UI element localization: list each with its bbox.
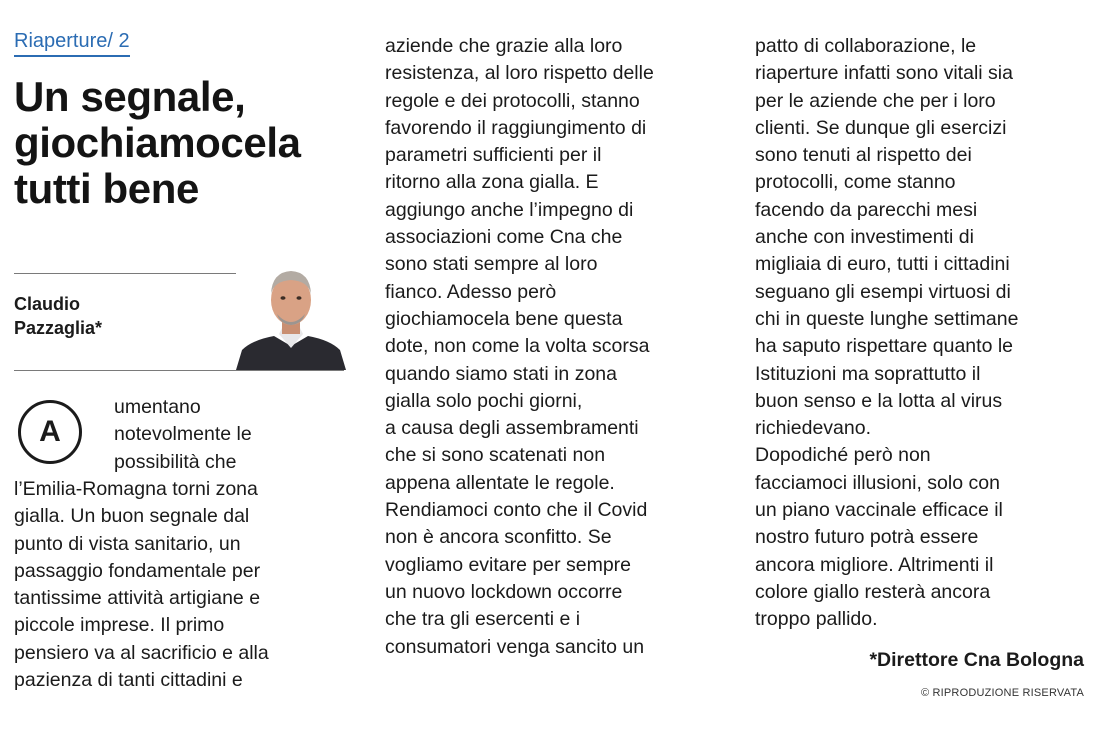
text-line: a causa degli assembramenti bbox=[385, 417, 639, 440]
text-line: riaperture infatti sono vitali sia bbox=[755, 62, 1013, 85]
author-last-name: Pazzaglia* bbox=[14, 318, 103, 338]
headline bbox=[14, 74, 301, 212]
text-line: clienti. Se dunque gli esercizi bbox=[755, 116, 1007, 139]
text-line: gialla solo pochi giorni, bbox=[385, 389, 583, 412]
text-line: dote, non come la volta scorsa bbox=[385, 335, 650, 358]
text-line: ha saputo rispettare quanto le bbox=[755, 335, 1014, 358]
text-line: richiedevano. bbox=[755, 417, 871, 440]
author-byline bbox=[14, 292, 102, 340]
text-line: quando siamo stati in zona bbox=[385, 362, 617, 385]
author-portrait bbox=[236, 262, 346, 370]
text-line: Istituzioni ma soprattutto il bbox=[755, 362, 981, 385]
text-line: un piano vaccinale efficace il bbox=[755, 499, 1003, 522]
author-first-name: Claudio bbox=[14, 294, 80, 314]
text-line: gialla. Un buon segnale dal bbox=[14, 505, 250, 528]
text-line: che si sono scatenati non bbox=[385, 444, 606, 467]
text-line: l’Emilia-Romagna torni zona bbox=[14, 478, 258, 500]
text-line: pazienza di tanti cittadini e bbox=[14, 669, 243, 692]
headline-line: giochiamocela bbox=[14, 119, 301, 166]
column-3-text bbox=[755, 33, 1018, 634]
text-line: facendo da parecchi mesi bbox=[755, 198, 978, 221]
text-line: fianco. Adesso però bbox=[385, 280, 557, 303]
text-line: parametri sufficienti per il bbox=[385, 144, 602, 167]
text-line: un nuovo lockdown occorre bbox=[385, 580, 623, 603]
text-line: aziende che grazie alla loro bbox=[385, 35, 623, 57]
text-line: notevolmente le bbox=[114, 423, 252, 446]
column-2-text bbox=[385, 33, 654, 661]
text-line: chi in queste lunghe settimane bbox=[755, 307, 1019, 330]
text-line: anche con investimenti di bbox=[755, 226, 974, 249]
intro-text bbox=[114, 394, 252, 476]
text-line: colore giallo resterà ancora bbox=[755, 580, 991, 603]
text-line: facciamoci illusioni, solo con bbox=[755, 471, 1000, 494]
text-line: appena allentate le regole. bbox=[385, 471, 615, 494]
text-line: per le aziende che per i loro bbox=[755, 89, 996, 112]
text-line: regole e dei protocolli, stanno bbox=[385, 89, 640, 112]
headline-line: tutti bene bbox=[14, 165, 199, 212]
text-line: umentano bbox=[114, 396, 201, 418]
text-line: che tra gli esercenti e i bbox=[385, 608, 581, 631]
headline-line: Un segnale, bbox=[14, 73, 246, 120]
text-line: passaggio fondamentale per bbox=[14, 559, 261, 582]
section-kicker: Riaperture/ 2 bbox=[14, 30, 130, 57]
text-line: migliaia di euro, tutti i cittadini bbox=[755, 253, 1010, 276]
text-line: sono stati sempre al loro bbox=[385, 253, 598, 276]
text-line: seguano gli esempi virtuosi di bbox=[755, 280, 1011, 303]
text-line: ancora migliore. Altrimenti il bbox=[755, 553, 994, 576]
text-line: buon senso e la lotta al virus bbox=[755, 389, 1003, 412]
text-line: troppo pallido. bbox=[755, 608, 878, 631]
text-line: vogliamo evitare per sempre bbox=[385, 553, 632, 576]
text-line: Dopodiché però non bbox=[755, 444, 931, 467]
copyright-notice: © RIPRODUZIONE RISERVATA bbox=[920, 687, 1084, 699]
author-signature: *Direttore Cna Bologna bbox=[869, 649, 1084, 671]
text-line: piccole imprese. Il primo bbox=[14, 614, 225, 637]
text-line: tantissime attività artigiane e bbox=[14, 587, 261, 610]
text-line: punto di vista sanitario, un bbox=[14, 532, 241, 555]
column-1-text bbox=[14, 476, 269, 694]
text-line: non è ancora sconfitto. Se bbox=[385, 526, 612, 549]
divider-bottom bbox=[14, 370, 344, 371]
text-line: ritorno alla zona gialla. E bbox=[385, 171, 599, 194]
text-line: nostro futuro potrà essere bbox=[755, 526, 979, 549]
text-line: giochiamocela bene questa bbox=[385, 307, 623, 330]
text-line: associazioni come Cna che bbox=[385, 226, 623, 249]
text-line: Rendiamoci conto che il Covid bbox=[385, 499, 648, 522]
text-line: aggiungo anche l’impegno di bbox=[385, 198, 634, 221]
text-line: consumatori venga sancito un bbox=[385, 635, 645, 658]
text-line: possibilità che bbox=[114, 450, 237, 473]
text-line: favorendo il raggiungimento di bbox=[385, 116, 647, 139]
text-line: protocolli, come stanno bbox=[755, 171, 956, 194]
text-line: pensiero va al sacrificio e alla bbox=[14, 641, 269, 664]
text-line: patto di collaborazione, le bbox=[755, 35, 977, 57]
text-line: resistenza, al loro rispetto delle bbox=[385, 62, 654, 85]
text-line: sono tenuti al rispetto dei bbox=[755, 144, 972, 167]
drop-cap-letter: A bbox=[18, 400, 82, 464]
